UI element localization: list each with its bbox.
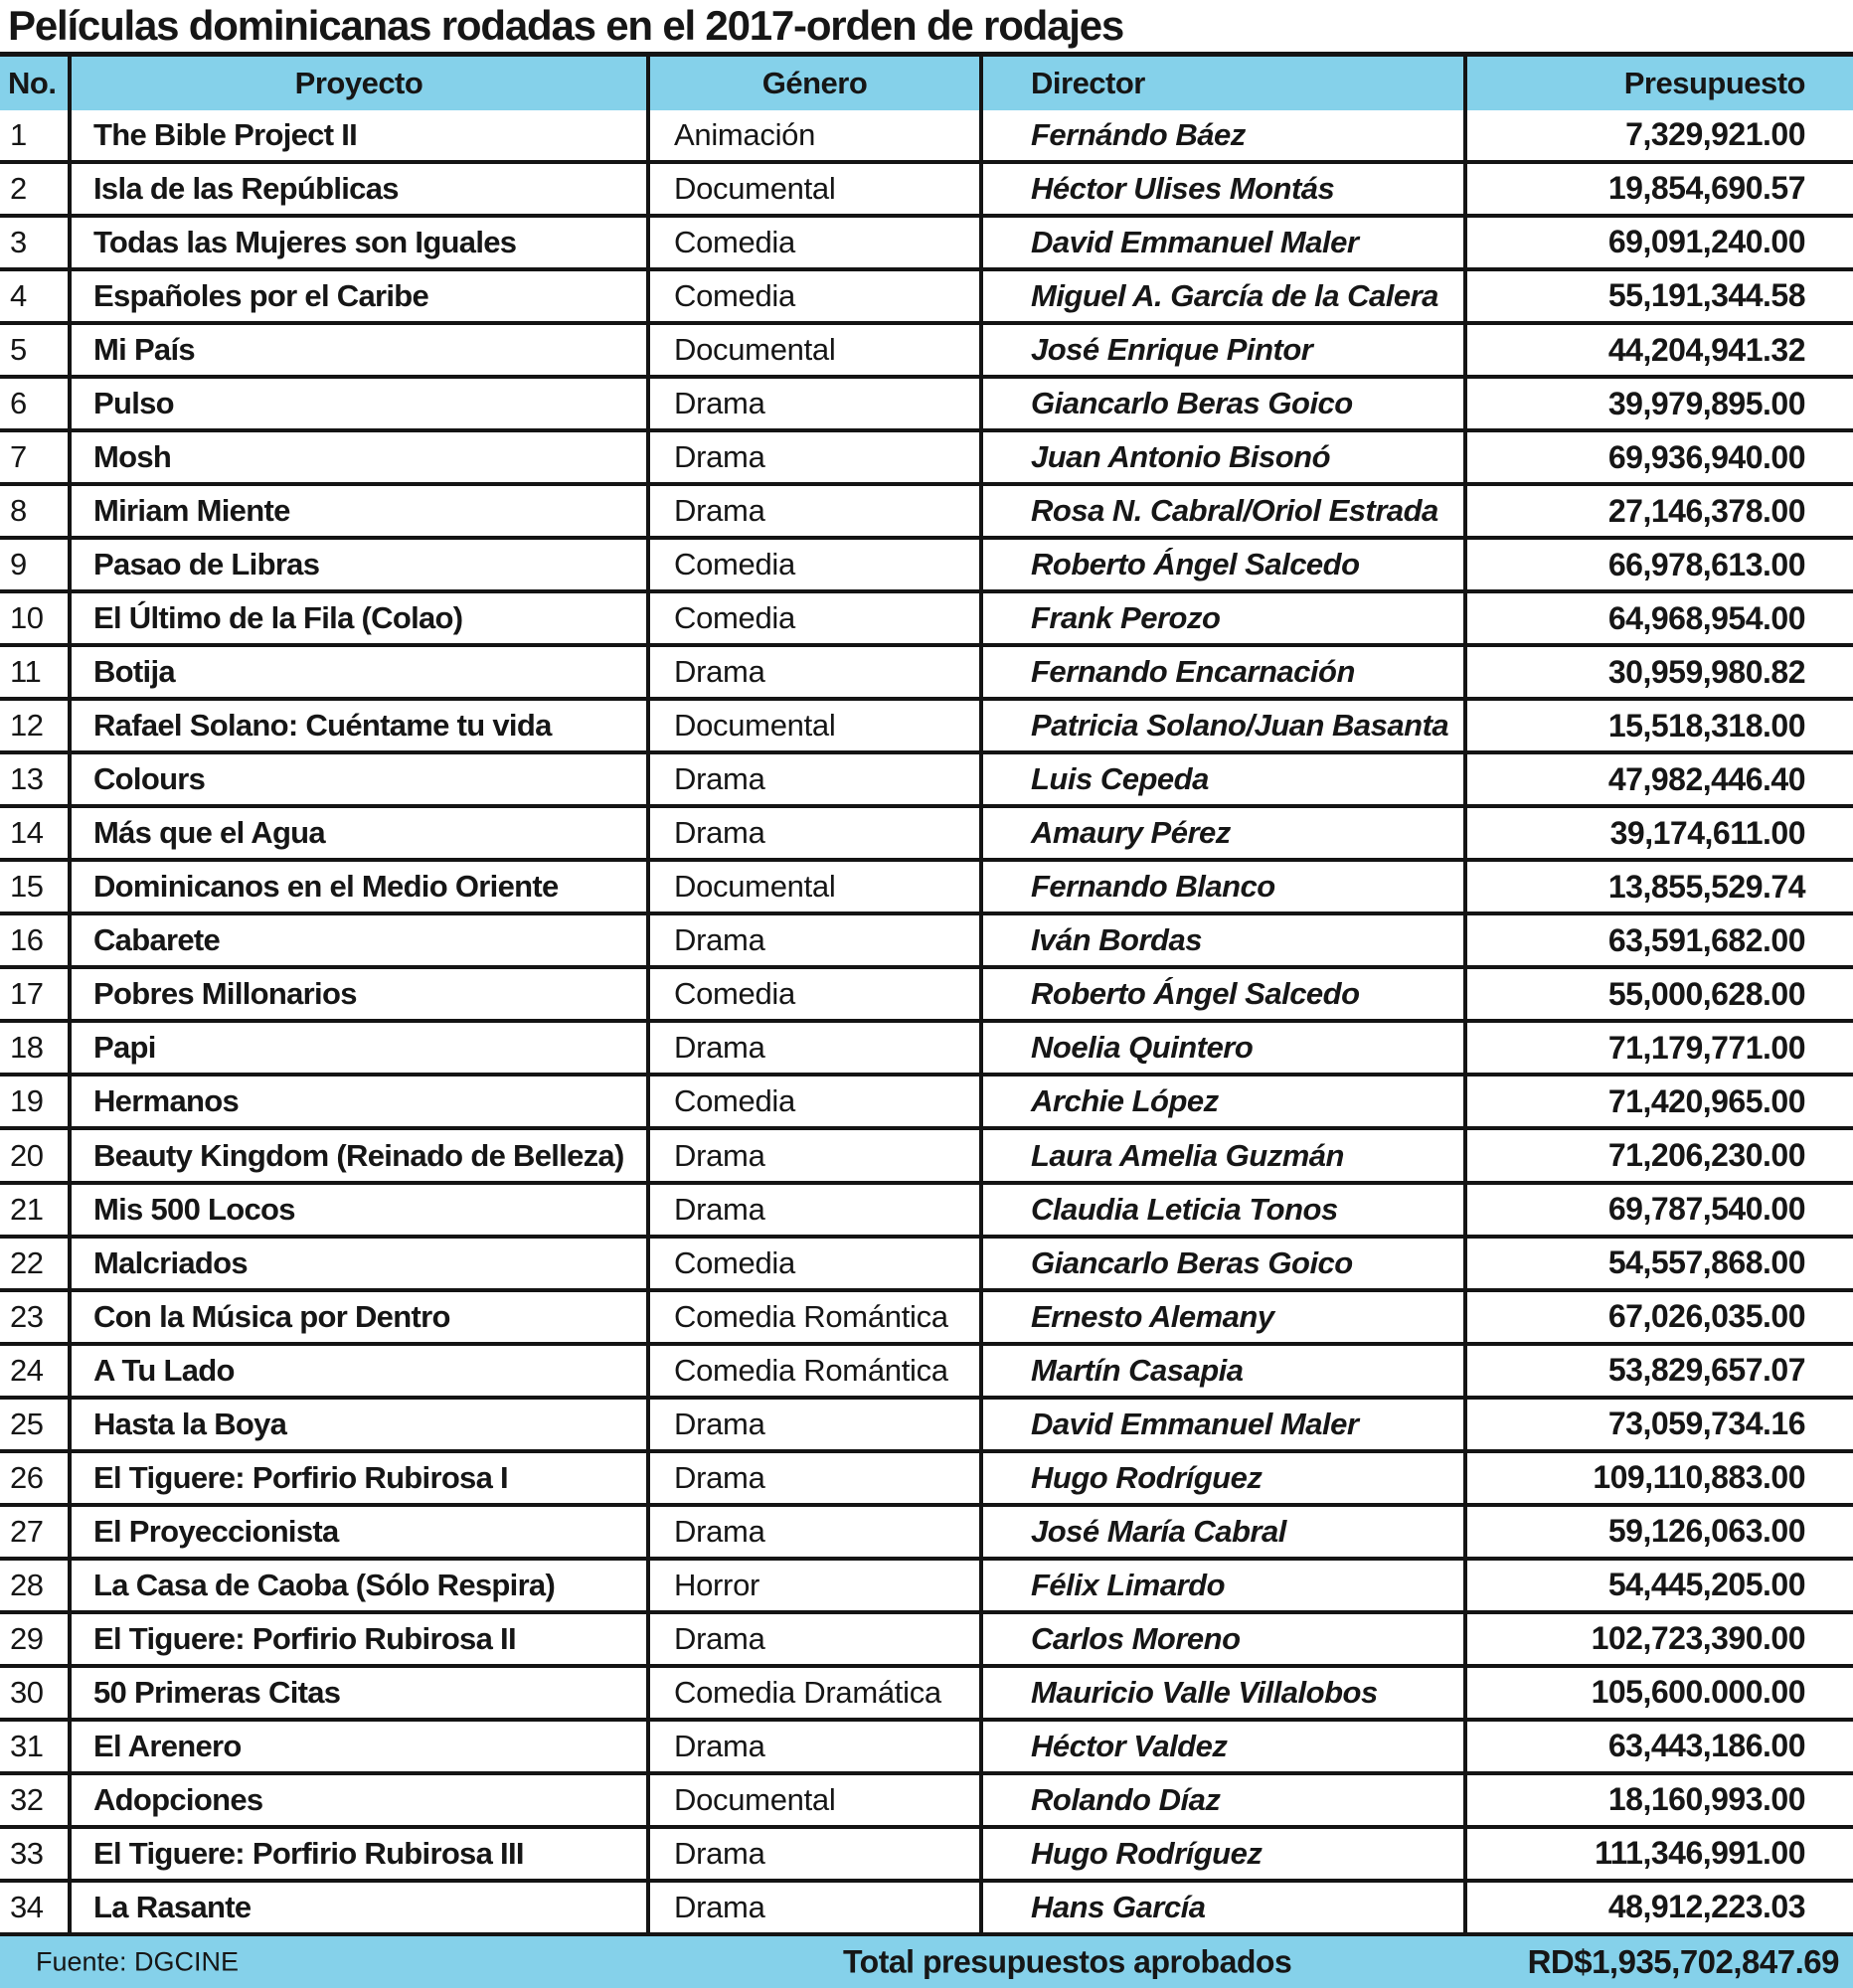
row-number: 10: [0, 593, 68, 647]
row-number: 2: [0, 164, 68, 218]
row-number: 7: [0, 432, 68, 486]
budget: 71,179,771.00: [1463, 1023, 1853, 1077]
project-name: Todas las Mujeres son Iguales: [68, 218, 646, 271]
genre: Drama: [646, 1614, 979, 1668]
genre: Drama: [646, 1400, 979, 1453]
genre: Comedia Dramática: [646, 1668, 979, 1722]
row-number: 11: [0, 647, 68, 701]
genre: Comedia: [646, 540, 979, 593]
row-number: 1: [0, 110, 68, 164]
genre: Drama: [646, 379, 979, 432]
director: Fernando Encarnación: [979, 647, 1463, 701]
genre: Drama: [646, 1507, 979, 1561]
project-name: Con la Música por Dentro: [68, 1292, 646, 1346]
genre: Comedia: [646, 593, 979, 647]
director: Hans García: [979, 1883, 1463, 1936]
director: Giancarlo Beras Goico: [979, 379, 1463, 432]
director: Claudia Leticia Tonos: [979, 1185, 1463, 1239]
budget: 53,829,657.07: [1463, 1346, 1853, 1400]
genre: Animación: [646, 110, 979, 164]
row-number: 32: [0, 1775, 68, 1829]
project-name: La Rasante: [68, 1883, 646, 1936]
budget: 19,854,690.57: [1463, 164, 1853, 218]
project-name: A Tu Lado: [68, 1346, 646, 1400]
project-name: El Último de la Fila (Colao): [68, 593, 646, 647]
budget: 111,346,991.00: [1463, 1829, 1853, 1883]
row-number: 28: [0, 1561, 68, 1614]
budget: 55,191,344.58: [1463, 271, 1853, 325]
col-header-director: Director: [979, 57, 1463, 110]
row-number: 5: [0, 325, 68, 379]
director: David Emmanuel Maler: [979, 218, 1463, 271]
director: José Enrique Pintor: [979, 325, 1463, 379]
genre: Drama: [646, 808, 979, 862]
project-name: Hermanos: [68, 1077, 646, 1130]
row-number: 18: [0, 1023, 68, 1077]
director: Roberto Ángel Salcedo: [979, 969, 1463, 1023]
budget: 30,959,980.82: [1463, 647, 1853, 701]
films-table: [0, 52, 1853, 1936]
project-name: El Tiguere: Porfirio Rubirosa II: [68, 1614, 646, 1668]
budget: 102,723,390.00: [1463, 1614, 1853, 1668]
budget: 39,174,611.00: [1463, 808, 1853, 862]
project-name: Adopciones: [68, 1775, 646, 1829]
project-name: Papi: [68, 1023, 646, 1077]
genre: Comedia: [646, 1077, 979, 1130]
budget: 54,445,205.00: [1463, 1561, 1853, 1614]
director: Iván Bordas: [979, 915, 1463, 969]
genre: Comedia: [646, 218, 979, 271]
total-value: RD$1,935,702,847.69: [1527, 1943, 1839, 1980]
genre: Drama: [646, 647, 979, 701]
row-number: 34: [0, 1883, 68, 1936]
director: Noelia Quintero: [979, 1023, 1463, 1077]
genre: Documental: [646, 325, 979, 379]
budget: 71,420,965.00: [1463, 1077, 1853, 1130]
budget: 13,855,529.74: [1463, 862, 1853, 915]
genre: Drama: [646, 486, 979, 540]
director: Archie López: [979, 1077, 1463, 1130]
row-number: 25: [0, 1400, 68, 1453]
row-number: 15: [0, 862, 68, 915]
footer-bar: [0, 1936, 1853, 1988]
director: Mauricio Valle Villalobos: [979, 1668, 1463, 1722]
project-name: 50 Primeras Citas: [68, 1668, 646, 1722]
director: Félix Limardo: [979, 1561, 1463, 1614]
project-name: La Casa de Caoba (Sólo Respira): [68, 1561, 646, 1614]
row-number: 4: [0, 271, 68, 325]
project-name: El Tiguere: Porfirio Rubirosa III: [68, 1829, 646, 1883]
budget: 47,982,446.40: [1463, 754, 1853, 808]
director: Giancarlo Beras Goico: [979, 1239, 1463, 1292]
budget: 63,591,682.00: [1463, 915, 1853, 969]
col-header-genero: Género: [646, 57, 979, 110]
row-number: 31: [0, 1722, 68, 1775]
project-name: Hasta la Boya: [68, 1400, 646, 1453]
project-name: Pasao de Libras: [68, 540, 646, 593]
budget: 18,160,993.00: [1463, 1775, 1853, 1829]
col-header-presupuesto: Presupuesto: [1463, 57, 1853, 110]
budget: 64,968,954.00: [1463, 593, 1853, 647]
director: Hugo Rodríguez: [979, 1453, 1463, 1507]
director: Ernesto Alemany: [979, 1292, 1463, 1346]
row-number: 8: [0, 486, 68, 540]
row-number: 3: [0, 218, 68, 271]
row-number: 22: [0, 1239, 68, 1292]
director: Fernando Blanco: [979, 862, 1463, 915]
director: Laura Amelia Guzmán: [979, 1130, 1463, 1184]
project-name: Españoles por el Caribe: [68, 271, 646, 325]
genre: Documental: [646, 1775, 979, 1829]
director: Rolando Díaz: [979, 1775, 1463, 1829]
row-number: 27: [0, 1507, 68, 1561]
genre: Drama: [646, 1883, 979, 1936]
project-name: El Proyeccionista: [68, 1507, 646, 1561]
budget: 44,204,941.32: [1463, 325, 1853, 379]
row-number: 13: [0, 754, 68, 808]
project-name: Botija: [68, 647, 646, 701]
project-name: Rafael Solano: Cuéntame tu vida: [68, 701, 646, 754]
project-name: Colours: [68, 754, 646, 808]
project-name: The Bible Project II: [68, 110, 646, 164]
row-number: 21: [0, 1185, 68, 1239]
director: Juan Antonio Bisonó: [979, 432, 1463, 486]
row-number: 20: [0, 1130, 68, 1184]
row-number: 12: [0, 701, 68, 754]
genre: Drama: [646, 1722, 979, 1775]
budget: 71,206,230.00: [1463, 1130, 1853, 1184]
director: Rosa N. Cabral/Oriol Estrada: [979, 486, 1463, 540]
director: Héctor Valdez: [979, 1722, 1463, 1775]
budget: 15,518,318.00: [1463, 701, 1853, 754]
total-label: Total presupuestos aprobados: [843, 1943, 1292, 1980]
project-name: Beauty Kingdom (Reinado de Belleza): [68, 1130, 646, 1184]
genre: Drama: [646, 1023, 979, 1077]
budget: 55,000,628.00: [1463, 969, 1853, 1023]
row-number: 14: [0, 808, 68, 862]
project-name: Pobres Millonarios: [68, 969, 646, 1023]
genre: Comedia Romántica: [646, 1292, 979, 1346]
genre: Drama: [646, 754, 979, 808]
row-number: 9: [0, 540, 68, 593]
director: Héctor Ulises Montás: [979, 164, 1463, 218]
budget: 105,600.000.00: [1463, 1668, 1853, 1722]
budget: 67,026,035.00: [1463, 1292, 1853, 1346]
genre: Documental: [646, 164, 979, 218]
row-number: 33: [0, 1829, 68, 1883]
director: Roberto Ángel Salcedo: [979, 540, 1463, 593]
budget: 69,936,940.00: [1463, 432, 1853, 486]
row-number: 29: [0, 1614, 68, 1668]
row-number: 26: [0, 1453, 68, 1507]
project-name: Miriam Miente: [68, 486, 646, 540]
director: Hugo Rodríguez: [979, 1829, 1463, 1883]
director: Carlos Moreno: [979, 1614, 1463, 1668]
director: Fernándo Báez: [979, 110, 1463, 164]
project-name: Mis 500 Locos: [68, 1185, 646, 1239]
genre: Drama: [646, 915, 979, 969]
row-number: 16: [0, 915, 68, 969]
project-name: Dominicanos en el Medio Oriente: [68, 862, 646, 915]
genre: Drama: [646, 1130, 979, 1184]
project-name: Cabarete: [68, 915, 646, 969]
genre: Drama: [646, 432, 979, 486]
director: Amaury Pérez: [979, 808, 1463, 862]
project-name: Malcriados: [68, 1239, 646, 1292]
project-name: Mi País: [68, 325, 646, 379]
budget: 63,443,186.00: [1463, 1722, 1853, 1775]
budget: 66,978,613.00: [1463, 540, 1853, 593]
genre: Comedia Romántica: [646, 1346, 979, 1400]
budget: 69,091,240.00: [1463, 218, 1853, 271]
genre: Documental: [646, 862, 979, 915]
director: David Emmanuel Maler: [979, 1400, 1463, 1453]
col-header-proyecto: Proyecto: [68, 57, 646, 110]
row-number: 30: [0, 1668, 68, 1722]
budget: 109,110,883.00: [1463, 1453, 1853, 1507]
budget: 7,329,921.00: [1463, 110, 1853, 164]
director: Martín Casapia: [979, 1346, 1463, 1400]
project-name: Isla de las Repúblicas: [68, 164, 646, 218]
row-number: 23: [0, 1292, 68, 1346]
page-title: Películas dominicanas rodadas en el 2017-orden de rodajes: [8, 1, 1124, 49]
project-name: Más que el Agua: [68, 808, 646, 862]
genre: Comedia: [646, 969, 979, 1023]
project-name: El Tiguere: Porfirio Rubirosa I: [68, 1453, 646, 1507]
row-number: 24: [0, 1346, 68, 1400]
budget: 54,557,868.00: [1463, 1239, 1853, 1292]
project-name: El Arenero: [68, 1722, 646, 1775]
genre: Drama: [646, 1829, 979, 1883]
genre: Comedia: [646, 1239, 979, 1292]
budget: 69,787,540.00: [1463, 1185, 1853, 1239]
director: Frank Perozo: [979, 593, 1463, 647]
col-header-no: No.: [0, 57, 68, 110]
row-number: 17: [0, 969, 68, 1023]
genre: Horror: [646, 1561, 979, 1614]
budget: 39,979,895.00: [1463, 379, 1853, 432]
director: Luis Cepeda: [979, 754, 1463, 808]
source-note: Fuente: DGCINE: [36, 1946, 240, 1977]
row-number: 19: [0, 1077, 68, 1130]
project-name: Mosh: [68, 432, 646, 486]
genre: Comedia: [646, 271, 979, 325]
genre: Documental: [646, 701, 979, 754]
genre: Drama: [646, 1453, 979, 1507]
director: Patricia Solano/Juan Basanta: [979, 701, 1463, 754]
project-name: Pulso: [68, 379, 646, 432]
budget: 48,912,223.03: [1463, 1883, 1853, 1936]
row-number: 6: [0, 379, 68, 432]
budget: 59,126,063.00: [1463, 1507, 1853, 1561]
budget: 73,059,734.16: [1463, 1400, 1853, 1453]
budget: 27,146,378.00: [1463, 486, 1853, 540]
director: Miguel A. García de la Calera: [979, 271, 1463, 325]
director: José María Cabral: [979, 1507, 1463, 1561]
genre: Drama: [646, 1185, 979, 1239]
